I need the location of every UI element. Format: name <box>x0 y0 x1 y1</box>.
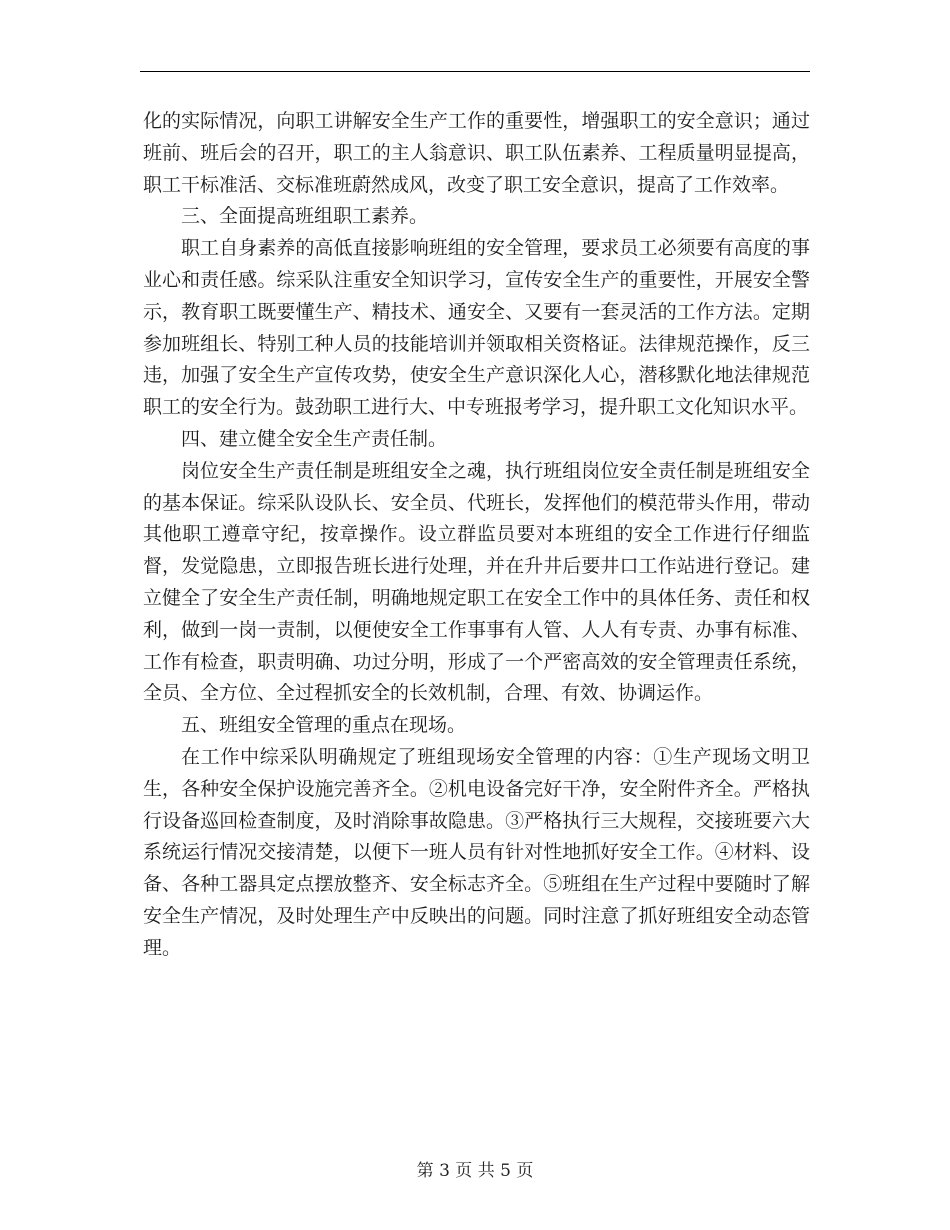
page-number-footer: 第 3 页 共 5 页 <box>416 1161 534 1181</box>
section-5-heading: 五、班组安全管理的重点在现场。 <box>181 714 467 737</box>
document-body <box>143 106 810 965</box>
section-3-paragraph: 职工自身素养的高低直接影响班组的安全管理，要求员工必须要有高度的事业心和责任感。综采队注重安全知识学习，宣传安全生产的重要性，开展安全警示，教育职工既要懂生产、精技术、通安全、又要有一套灵活的工作方法。定期参加班组长、特别工种人员的技能培训并领取相关资格证。法律规范操作，反三违，加强了安全生产宣传攻势，使安全生产意识深化人心，潜移默化地法律规范职工的安全行为。鼓劲职工进行大、中专班报考学习，提升职工文化知识水平。 <box>143 237 810 419</box>
header-rule <box>140 71 810 72</box>
section-5-paragraph: 在工作中综采队明确规定了班组现场安全管理的内容：①生产现场文明卫生，各种安全保护设施完善齐全。②机电设备完好干净，安全附件齐全。严格执行设备巡回检查制度，及时消除事故隐患。③严格执行三大规程，交接班要六大系统运行情况交接清楚，以便下一班人员有针对性地抓好安全工作。④材料、设备、各种工器具定点摆放整齐、安全标志齐全。⑤班组在生产过程中要随时了解安全生产情况，及时处理生产中反映出的问题。同时注意了抓好班组安全动态管理。 <box>143 745 810 959</box>
section-4-paragraph: 岗位安全生产责任制是班组安全之魂，执行班组岗位安全责任制是班组安全的基本保证。综采队设队长、安全员、代班长，发挥他们的模范带头作用，带动其他职工遵章守纪，按章操作。设立群监员要对本班组的安全工作进行仔细监督，发觉隐患，立即报告班长进行处理，并在升井后要井口工作站进行登记。建立健全了安全生产责任制，明确地规定职工在安全工作中的具体任务、责任和权利，做到一岗一责制，以便使安全工作事事有人管、人人有专责、办事有标准、工作有检查，职责明确、功过分明，形成了一个严密高效的安全管理责任系统，全员、全方位、全过程抓安全的长效机制，合理、有效、协调运作。 <box>143 459 810 705</box>
continuation-paragraph: 化的实际情况，向职工讲解安全生产工作的重要性，增强职工的安全意识；通过班前、班后会的召开，职工的主人翁意识、职工队伍素养、工程质量明显提高，职工干标准活、交标准班蔚然成风，改变了职工安全意识，提高了工作效率。 <box>143 110 810 196</box>
section-4-heading: 四、建立健全安全生产责任制。 <box>181 427 448 450</box>
section-3-heading: 三、全面提高班组职工素养。 <box>181 205 429 228</box>
